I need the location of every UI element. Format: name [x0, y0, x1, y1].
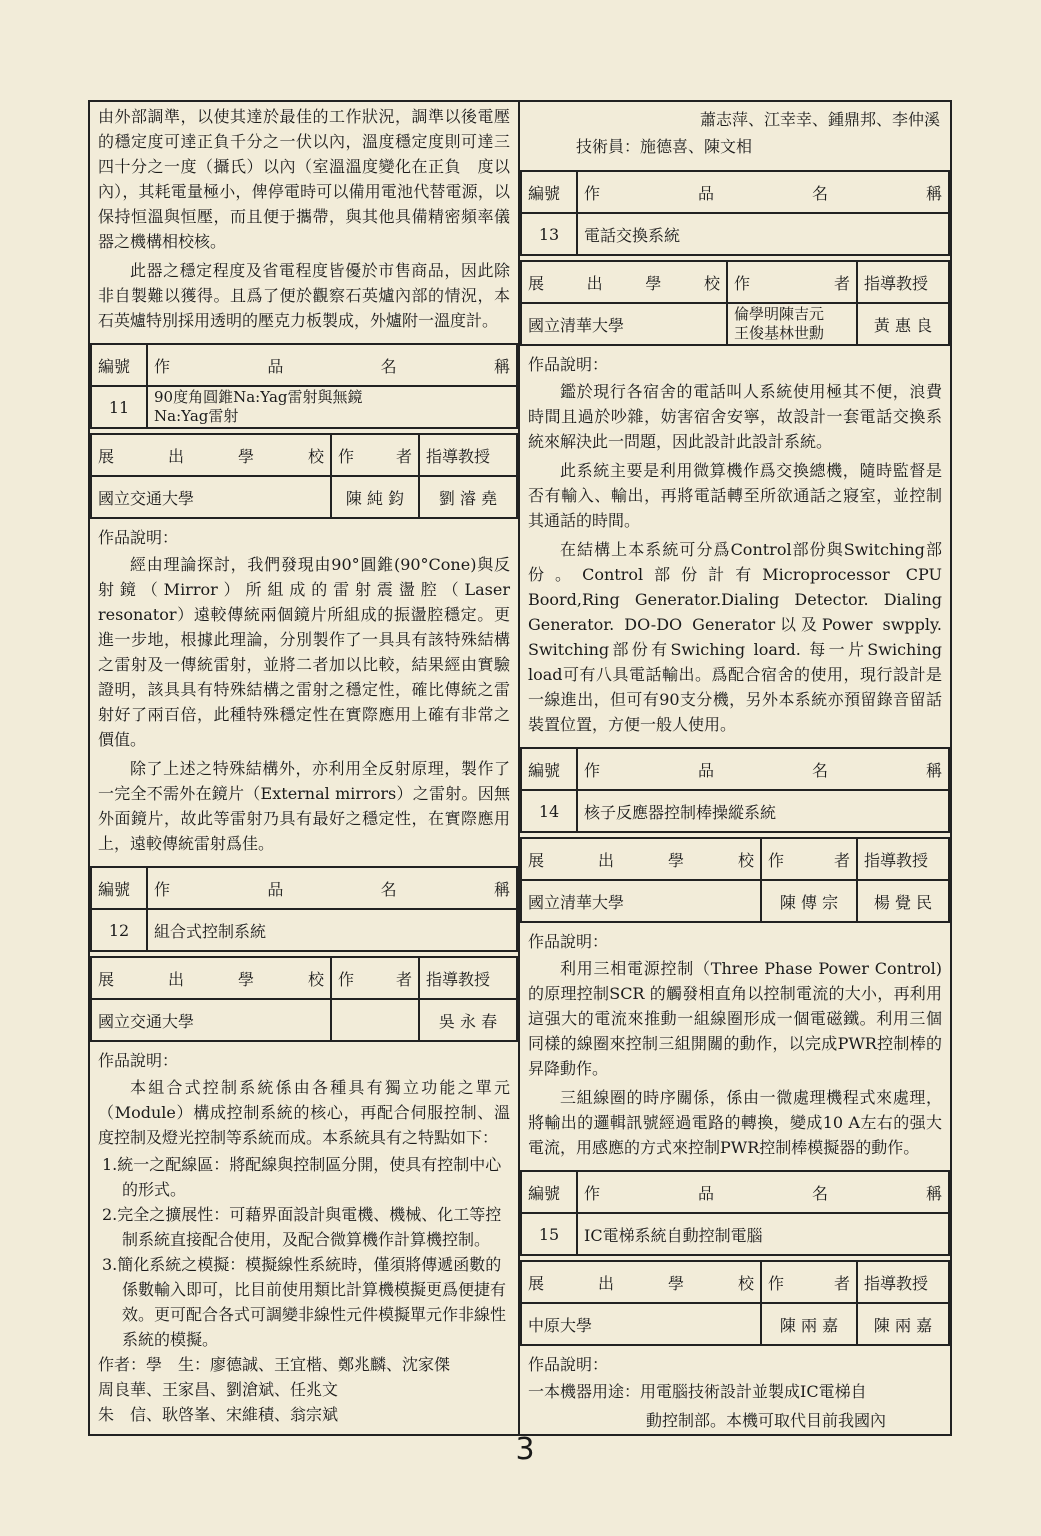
- author-header: 作 者: [761, 838, 857, 880]
- page-number: 3: [515, 1432, 535, 1467]
- school-value: 國立清華大學: [521, 880, 761, 922]
- author-header: 作 者: [761, 1261, 857, 1303]
- entry-11-desc-1: 經由理論探討，我們發現由90°圓錐(90°Cone)與反射鏡（Mirror）所組成的雷射震盪腔（Laser resonator）遠較傳統兩個鏡片所組成的振盪腔穩定。更進一步地，根據此理論，分別製作了一具具有該特殊結構之雷射及一傳統雷射，並將二者加以比較，結果經由實驗證明，該具具有特殊結構之雷射之穩定性，確比傳統之雷射好了兩百倍，此種特殊穩定性在實際應用上確有非常之價值。: [98, 555, 510, 749]
- number-header: 編號: [521, 171, 577, 213]
- intro-paragraph-2: 此器之穩定程度及省電程度皆優於市售商品，因此除非自製難以獲得。且爲了便於觀察石英爐內部的情況，本石英爐特別採用透明的壓克力板製成，外爐附一溫度計。: [98, 261, 510, 330]
- list-item: 3.簡化系統之模擬：模擬線性系統時，僅須將傳遞函數的係數輸入即可，比目前使用類比計算機模擬更爲便捷有效。更可配合各式可調變非線性元件模擬單元作非線性系統的模擬。: [102, 1255, 507, 1349]
- author-header: 作 者: [331, 957, 419, 999]
- school-header: 展 出 學 校: [521, 838, 761, 880]
- entry-15-desc-1: 一本機器用途：用電腦技術設計並製成IC電梯自: [528, 1382, 867, 1401]
- entry-11-table: [90, 343, 518, 429]
- entry-11-desc-2: 除了上述之特殊結構外，亦利用全反射原理，製作了一完全不需外在鏡片（External mirrors）之雷射。因無外面鏡片，故此等雷射乃具有最好之穩定性，在實際應用上，遠較傳統雷射爲佳。: [98, 759, 510, 853]
- desc-label: 作品說明：: [98, 1051, 179, 1070]
- intro-paragraph-1: 由外部調準，以使其達於最佳的工作狀況，調準以後電壓的穩定度可達正負千分之一伏以內，溫度穩定度則可達三四十分之一度（攝氏）以內（室溫溫度變化在正負 度以內），其耗電量極小，俾停電時可以備用電池代替電源，以保持恒溫與恒壓，而且便于攜帶，與其他具備精密頻率儀器之機構相校核。: [98, 107, 510, 251]
- school-header: 展 出 學 校: [521, 261, 727, 303]
- advisor-header: 指導教授: [419, 434, 517, 476]
- advisor-header: 指導教授: [857, 838, 949, 880]
- entry-11-school-table: [90, 433, 518, 519]
- entry-15-table: [520, 1170, 950, 1256]
- desc-label: 作品說明：: [98, 528, 179, 547]
- advisor-value: 劉 濬 堯: [419, 476, 517, 518]
- entry-title: 核子反應器控制棒操縱系統: [577, 790, 949, 832]
- school-header: 展 出 學 校: [91, 957, 331, 999]
- author-value: 陳 兩 嘉: [761, 1303, 857, 1345]
- entry-title-line-1: 90度角圓錐Na:Yag雷射與無鏡: [154, 388, 363, 406]
- title-header: 作 品 名 稱: [577, 171, 949, 213]
- entry-title-line-2: Na:Yag雷射: [154, 407, 239, 425]
- entry-14-desc-1: 利用三相電源控制（Three Phase Power Control)的原理控制SCR 的觸發相直角以控制電流的大小，再利用這强大的電流來推動一組線圈形成一個電磁鐵。利用三個同樣的線圈來控制三組開關的動作，以完成PWR控制棒的昇降動作。: [528, 959, 942, 1078]
- number-header: 編號: [91, 344, 147, 386]
- credits-top-line: 蕭志萍、江幸幸、鍾鼎邦、李仲溪: [699, 110, 940, 129]
- school-value: 國立交通大學: [91, 999, 331, 1041]
- entry-15-desc-2: 動控制部。本機可取代目前我國內: [646, 1411, 887, 1430]
- school-value: 國立交通大學: [91, 476, 331, 518]
- desc-label: 作品說明：: [528, 932, 609, 951]
- school-header: 展 出 學 校: [521, 1261, 761, 1303]
- entry-14-school-table: [520, 837, 950, 923]
- entry-15-school-table: [520, 1260, 950, 1346]
- desc-label: 作品說明：: [528, 1355, 609, 1374]
- entry-number: 12: [91, 909, 147, 951]
- advisor-value: 吳 永 春: [419, 999, 517, 1041]
- credits-line-1: 作者：學 生：廖德誠、王宜楷、鄭兆麟、沈家傑: [98, 1355, 451, 1374]
- entry-title: IC電梯系統自動控制電腦: [577, 1213, 949, 1255]
- entry-13-desc-2: 此系統主要是利用微算機作爲交換總機，隨時監督是否有輸入、輸出，再將電話轉至所欲通話之寢室，並控制其通話的時間。: [528, 461, 942, 530]
- title-header: 作 品 名 稱: [577, 748, 949, 790]
- number-header: 編號: [521, 1171, 577, 1213]
- right-column: [518, 100, 952, 1436]
- technicians-line: 技術員：施德喜、陳文相: [576, 137, 753, 156]
- author-line-1: 倫學明陳吉元: [734, 305, 825, 323]
- school-header: 展 出 學 校: [91, 434, 331, 476]
- entry-12-school-table: [90, 956, 518, 1042]
- list-item: 1.統一之配線區：將配線與控制區分開，使具有控制中心的形式。: [102, 1155, 502, 1199]
- advisor-value: 楊 覺 民: [857, 880, 949, 922]
- number-header: 編號: [91, 867, 147, 909]
- credits-line-2: 周良華、王家昌、劉滄斌、任兆文: [98, 1380, 339, 1399]
- credits-line-3: 朱 信、耿啓峯、宋維積、翁宗斌: [98, 1405, 339, 1424]
- entry-number: 11: [91, 386, 147, 428]
- advisor-header: 指導教授: [419, 957, 517, 999]
- entry-number: 14: [521, 790, 577, 832]
- entry-12-table: [90, 866, 518, 952]
- entry-13-desc-3: 在結構上本系統可分爲Control部份與Switching部份。Control部份計有Microprocessor CPU Boord,Ring Generator.Dialing Detector. Dialing Generator. DO-DO Generator以及Power swpply. Switching部份有Swiching loard. 每一片Swiching load可有八具電話輸出。爲配合宿舍的使用，現行設計是一線進出，但可有90支分機，另外本系統亦預留錄音留話裝置位置，方便一般人使用。: [528, 540, 942, 734]
- entry-title: 電話交換系統: [577, 213, 949, 255]
- entry-number: 15: [521, 1213, 577, 1255]
- entry-13-desc-1: 鑑於現行各宿舍的電話叫人系統使用極其不便，浪費時間且過於吵雜，妨害宿舍安寧，故設計一套電話交換系統來解決此一問題，因此設計此設計系統。: [528, 382, 942, 451]
- author-value: 陳 傳 宗: [761, 880, 857, 922]
- desc-label: 作品說明：: [528, 355, 609, 374]
- advisor-value: 陳 兩 嘉: [857, 1303, 949, 1345]
- title-header: 作 品 名 稱: [147, 867, 517, 909]
- author-value: [331, 999, 419, 1041]
- entry-14-desc-2: 三組線圈的時序關係，係由一微處理機程式來處理，將輸出的邏輯訊號經過電路的轉換，變成10 A左右的强大電流，用感應的方式來控制PWR控制棒模擬器的動作。: [528, 1088, 942, 1157]
- left-column: [88, 100, 520, 1436]
- advisor-value: 黃 惠 良: [857, 303, 949, 345]
- entry-title: [147, 386, 517, 428]
- school-value: 國立清華大學: [521, 303, 727, 345]
- school-value: 中原大學: [521, 1303, 761, 1345]
- author-header: 作 者: [331, 434, 419, 476]
- entry-number: 13: [521, 213, 577, 255]
- entry-12-desc-1: 本組合式控制系統係由各種具有獨立功能之單元（Module）構成控制系統的核心，再配合伺服控制、溫度控制及燈光控制等系統而成。本系統具有之特點如下：: [98, 1078, 510, 1147]
- entry-13-school-table: [520, 260, 950, 346]
- advisor-header: 指導教授: [857, 1261, 949, 1303]
- title-header: 作 品 名 稱: [147, 344, 517, 386]
- number-header: 編號: [521, 748, 577, 790]
- author-value: 陳 純 鈞: [331, 476, 419, 518]
- entry-13-table: [520, 170, 950, 256]
- author-header: 作 者: [727, 261, 857, 303]
- author-value: [727, 303, 857, 345]
- entry-title: 組合式控制系統: [147, 909, 517, 951]
- list-item: 2.完全之擴展性：可藉界面設計與電機、機械、化工等控制系統直接配合使用，及配合微算機作計算機控制。: [102, 1205, 502, 1249]
- credits-continued: [520, 102, 950, 164]
- author-line-2: 王俊基林世勳: [734, 324, 825, 342]
- entry-14-table: [520, 747, 950, 833]
- advisor-header: 指導教授: [857, 261, 949, 303]
- title-header: 作 品 名 稱: [577, 1171, 949, 1213]
